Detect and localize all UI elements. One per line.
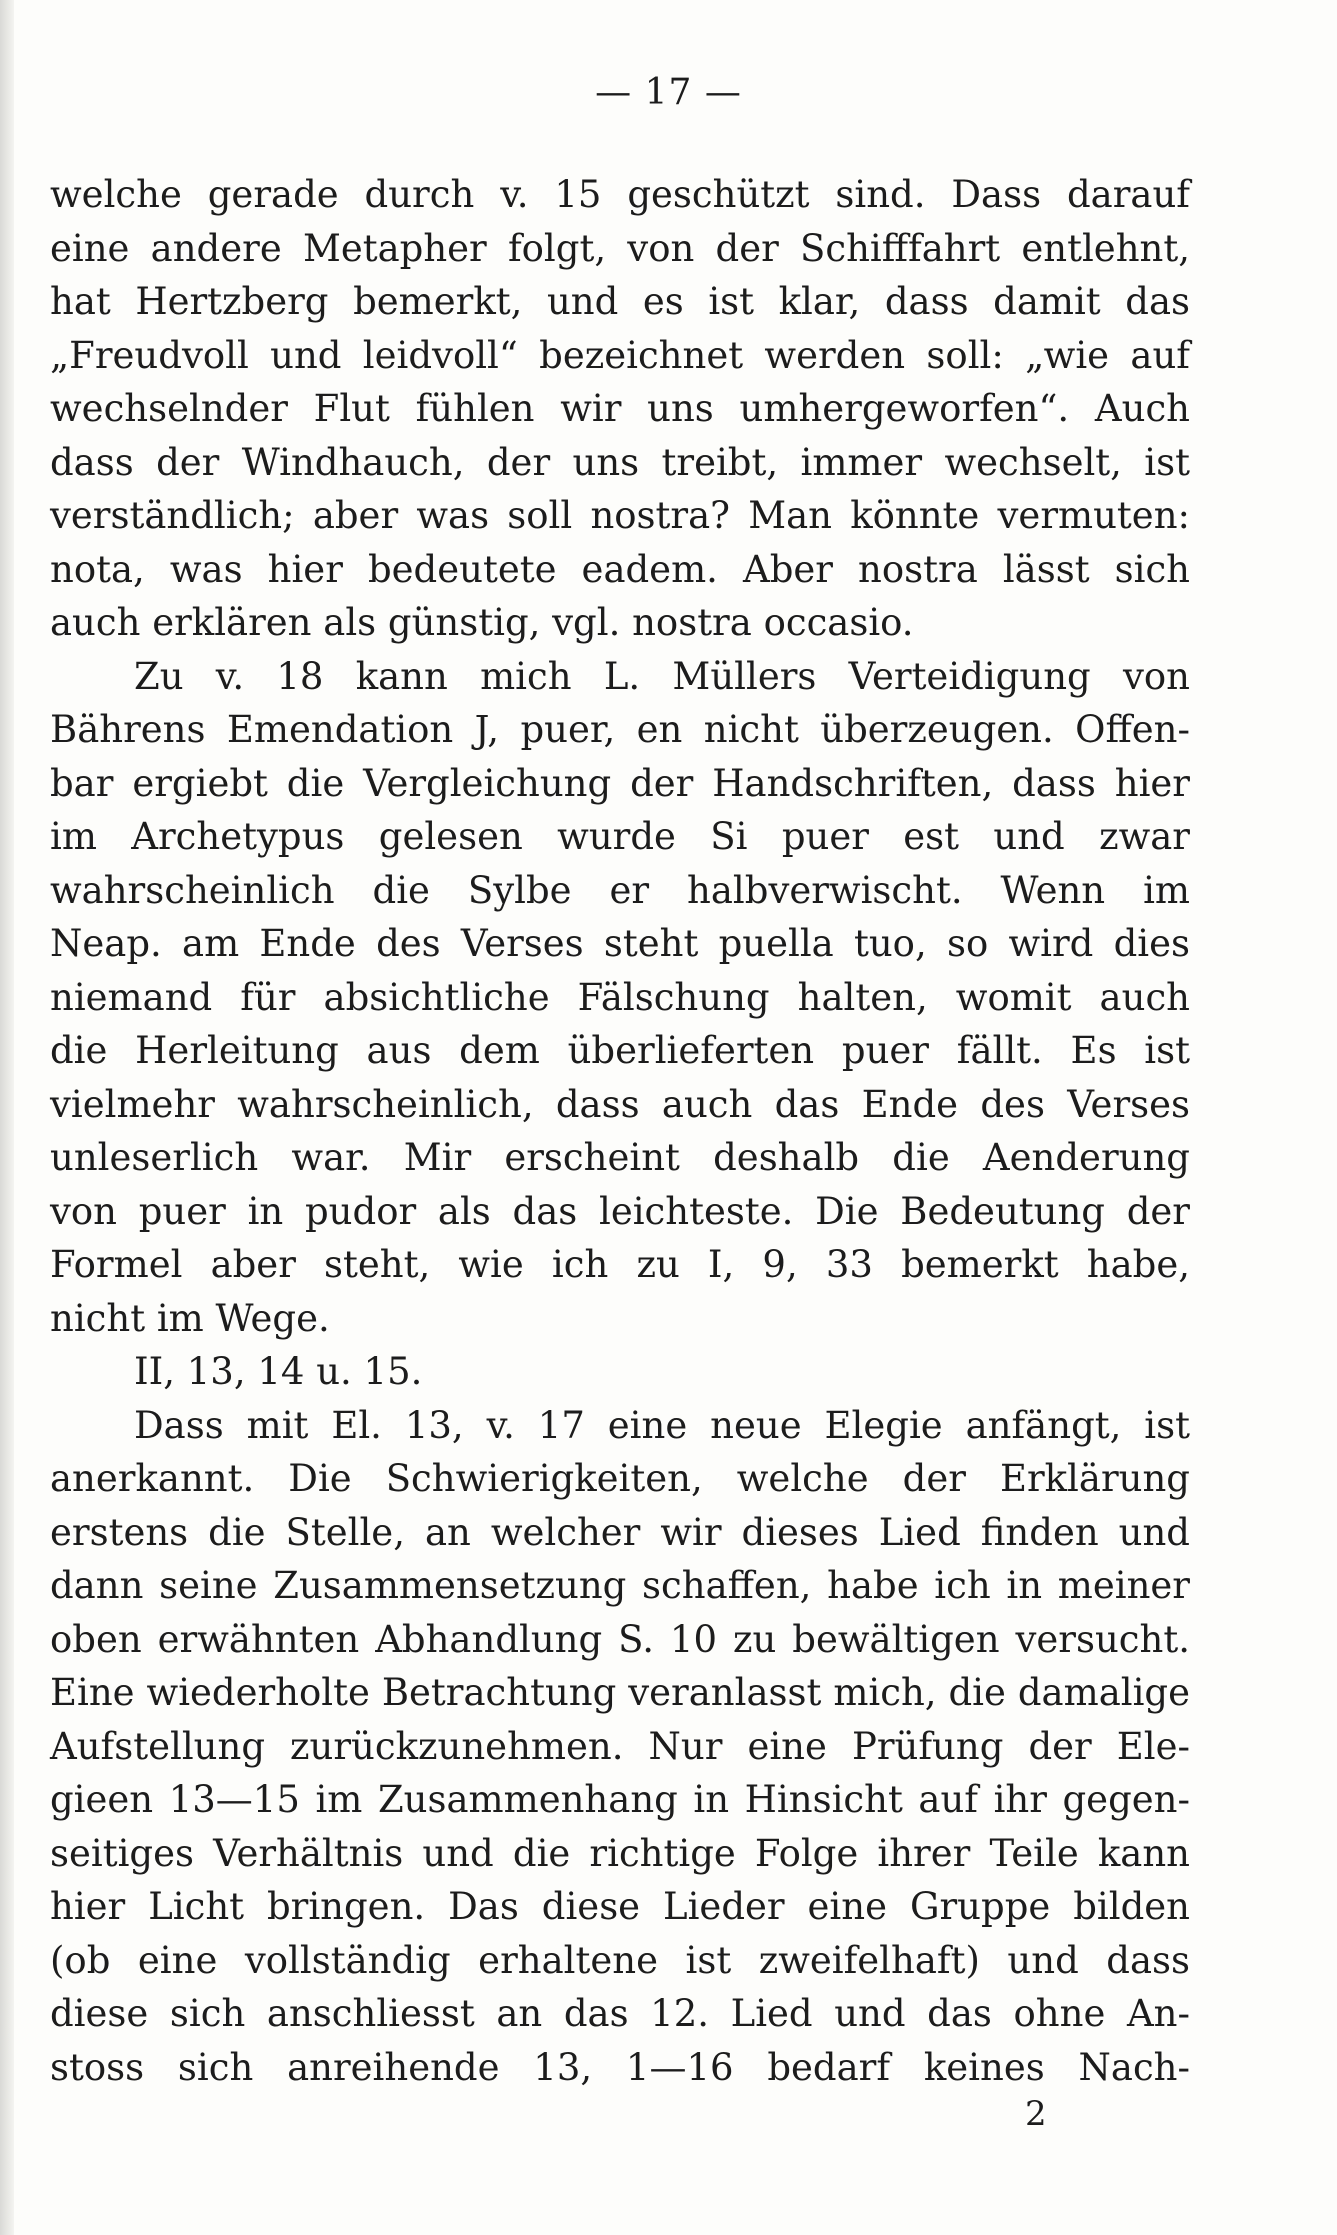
text-line: Bährens Emendation J, puer, en nicht überzeugen. Offen- bbox=[50, 708, 1190, 751]
text-line: dann seine Zusammensetzung schaffen, habe ich in meiner bbox=[50, 1564, 1190, 1607]
text-line: Neap. am Ende des Verses steht puella tuo, so wird dies bbox=[50, 922, 1190, 965]
text-line: Formel aber steht, wie ich zu I, 9, 33 bemerkt habe, bbox=[50, 1243, 1190, 1286]
text-line: erstens die Stelle, an welcher wir dieses Lied finden und bbox=[50, 1510, 1190, 1554]
page-number: — 17 — bbox=[595, 72, 742, 113]
text-line: Dass mit El. 13, v. 17 eine neue Elegie anfängt, ist bbox=[134, 1403, 1190, 1447]
text-line: unleserlich war. Mir erscheint deshalb die Aenderung bbox=[50, 1136, 1190, 1179]
text-line: im Archetypus gelesen wurde Si puer est und zwar bbox=[50, 815, 1190, 858]
text-line: diese sich anschliesst an das 12. Lied und das ohne An- bbox=[50, 1992, 1190, 2035]
text-line: nota, was hier bedeutete eadem. Aber nostra lässt sich bbox=[50, 547, 1190, 591]
text-line: Aufstellung zurückzunehmen. Nur eine Prüfung der Ele- bbox=[50, 1724, 1190, 1768]
text-line: vielmehr wahrscheinlich, dass auch das Ende des Verses bbox=[50, 1082, 1190, 1126]
text-line: hier Licht bringen. Das diese Lieder eine Gruppe bilden bbox=[50, 1885, 1190, 1928]
text-line: hat Hertzberg bemerkt, und es ist klar, dass damit das bbox=[50, 280, 1190, 323]
text-line: die Herleitung aus dem überlieferten puer fällt. Es ist bbox=[50, 1029, 1190, 1072]
text-line: Zu v. 18 kann mich L. Müllers Verteidigung von bbox=[134, 654, 1190, 698]
text-line: dass der Windhauch, der uns treibt, immer wechselt, ist bbox=[50, 440, 1190, 484]
text-line: verständlich; aber was soll nostra? Man könnte vermuten: bbox=[50, 494, 1190, 537]
text-line: niemand für absichtliche Fälschung halten, womit auch bbox=[50, 975, 1190, 1019]
text-line: wechselnder Flut fühlen wir uns umhergeworfen“. Auch bbox=[50, 387, 1190, 430]
signature-mark: 2 bbox=[1025, 2094, 1047, 2134]
section-heading: II, 13, 14 u. 15. bbox=[134, 1350, 423, 1393]
text-line: stoss sich anreihende 13, 1—16 bedarf keines Nach- bbox=[50, 2045, 1190, 2089]
text-line: wahrscheinlich die Sylbe er halbverwischt. Wenn im bbox=[50, 868, 1190, 912]
text-line: bar ergiebt die Vergleichung der Handschriften, dass hier bbox=[50, 761, 1190, 805]
text-line: Eine wiederholte Betrachtung veranlasst mich, die damalige bbox=[50, 1671, 1190, 1714]
text-line: anerkannt. Die Schwierigkeiten, welche der Erklärung bbox=[50, 1457, 1190, 1500]
text-line: „Freudvoll und leidvoll“ bezeichnet werden soll: „wie auf bbox=[50, 333, 1190, 377]
body-text bbox=[50, 168, 1190, 2094]
text-line: welche gerade durch v. 15 geschützt sind. Dass darauf bbox=[50, 173, 1190, 216]
text-line: seitiges Verhältnis und die richtige Folge ihrer Teile kann bbox=[50, 1831, 1190, 1875]
text-line: nicht im Wege. bbox=[50, 1296, 330, 1340]
text-line: oben erwähnten Abhandlung S. 10 zu bewältigen versucht. bbox=[50, 1617, 1190, 1661]
text-line: von puer in pudor als das leichteste. Die Bedeutung der bbox=[50, 1189, 1190, 1233]
text-line: auch erklären als günstig, vgl. nostra occasio. bbox=[50, 601, 914, 644]
text-line: gieen 13—15 im Zusammenhang in Hinsicht auf ihr gegen- bbox=[50, 1778, 1190, 1821]
page-edge-shadow bbox=[0, 0, 14, 2235]
text-line: (ob eine vollständig erhaltene ist zweifelhaft) und dass bbox=[50, 1938, 1190, 1982]
text-line: eine andere Metapher folgt, von der Schifffahrt entlehnt, bbox=[50, 226, 1190, 270]
